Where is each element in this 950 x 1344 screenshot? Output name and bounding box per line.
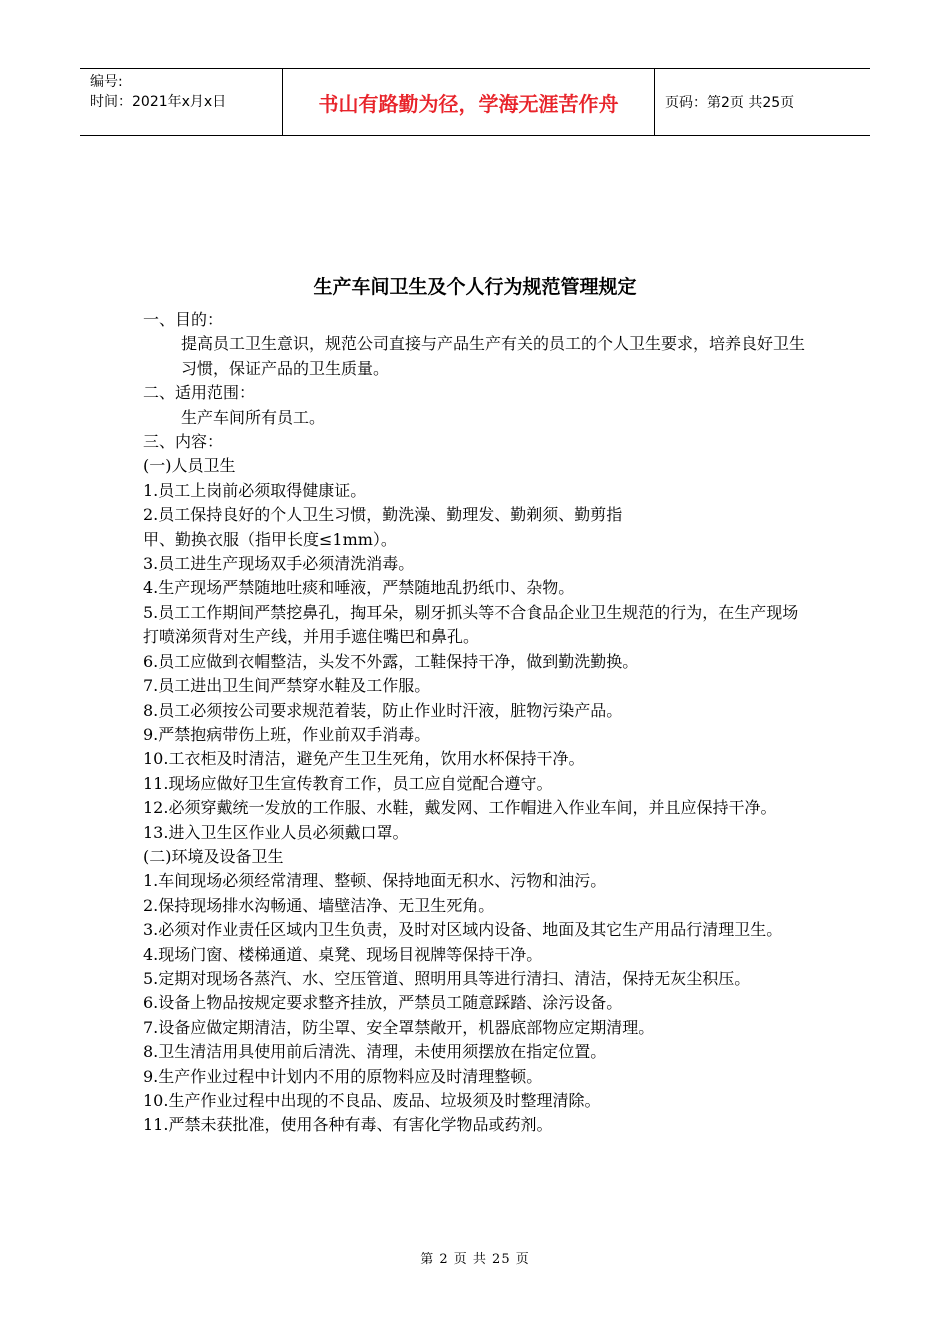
paragraph: 生产车间所有员工。 xyxy=(181,407,326,427)
paragraph: 10.生产作业过程中出现的不良品、废品、垃圾须及时整理清除。 xyxy=(143,1091,601,1110)
paragraph: 9.严禁抱病带伤上班，作业前双手消毒。 xyxy=(143,724,431,744)
paragraph: 11.现场应做好卫生宣传教育工作，员工应自觉配合遵守。 xyxy=(143,773,553,793)
paragraph: 9.生产作业过程中计划内不用的原物料应及时清理整顿。 xyxy=(143,1066,543,1086)
paragraph: 2.员工保持良好的个人卫生习惯，勤洗澡、勤理发、勤剃须、勤剪指 xyxy=(143,505,623,525)
page-header xyxy=(80,68,870,136)
paragraph: 8.员工必须按公司要求规范着装，防止作业时汗液，脏物污染产品。 xyxy=(143,700,623,720)
paragraph: 2.保持现场排水沟畅通、墙壁洁净、无卫生死角。 xyxy=(143,895,495,915)
paragraph: 1.员工上岗前必须取得健康证。 xyxy=(143,480,367,500)
header-page-indicator: 页码：第2页 共25页 xyxy=(665,95,795,111)
paragraph: 11.严禁未获批准，使用各种有毒、有害化学物品或药剂。 xyxy=(143,1115,553,1135)
page-footer: 第 2 页 共 25 页 xyxy=(420,1252,530,1267)
paragraph: 7.设备应做定期清洁，防尘罩、安全罩禁敞开，机器底部物应定期清理。 xyxy=(143,1017,655,1037)
document-title: 生产车间卫生及个人行为规范管理规定 xyxy=(313,276,637,298)
document-body xyxy=(143,308,813,1138)
paragraph: (二)环境及设备卫生 xyxy=(143,846,284,866)
paragraph: 4.现场门窗、楼梯通道、桌凳、现场目视牌等保持干净。 xyxy=(143,944,543,964)
document-number-label: 编号: xyxy=(90,74,123,90)
paragraph: 8.卫生清洁用具使用前后清洗、清理，未使用须摆放在指定位置。 xyxy=(143,1042,607,1062)
paragraph: 7.员工进出卫生间严禁穿水鞋及工作服。 xyxy=(143,676,431,696)
document-time-label: 时间：2021年x月x日 xyxy=(90,94,227,110)
paragraph: 二、适用范围： xyxy=(143,383,256,403)
paragraph: 5.员工工作期间严禁挖鼻孔，掏耳朵，剔牙抓头等不合食品企业卫生规范的行为，在生产现场打喷涕须背对生产线，并用手遮住嘴巴和鼻孔。 xyxy=(143,602,799,647)
paragraph: 6.设备上物品按规定要求整齐挂放，严禁员工随意踩踏、涂污设备。 xyxy=(143,993,623,1013)
paragraph: (一)人员卫生 xyxy=(143,456,236,476)
paragraph: 一、目的： xyxy=(143,310,224,329)
header-motto: 书山有路勤为径，学海无涯苦作舟 xyxy=(283,69,655,135)
paragraph: 4.生产现场严禁随地吐痰和唾液，严禁随地乱扔纸巾、杂物。 xyxy=(143,578,575,598)
paragraph: 3.员工进生产现场双手必须清洗消毒。 xyxy=(143,554,415,574)
paragraph: 提高员工卫生意识，规范公司直接与产品生产有关的员工的个人卫生要求，培养良好卫生习惯，保证产品的卫生质量。 xyxy=(181,334,806,378)
paragraph: 12.必须穿戴统一发放的工作服、水鞋，戴发网、工作帽进入作业车间，并且应保持干净。 xyxy=(143,798,777,818)
paragraph: 10.工衣柜及时清洁，避免产生卫生死角，饮用水杯保持干净。 xyxy=(143,749,585,769)
paragraph: 甲、勤换衣服（指甲长度≤1mm）。 xyxy=(143,529,397,549)
header-meta xyxy=(80,69,283,135)
paragraph: 3.必须对作业责任区域内卫生负责，及时对区域内设备、地面及其它生产用品行清理卫生。 xyxy=(143,920,783,940)
paragraph: 13.进入卫生区作业人员必须戴口罩。 xyxy=(143,822,409,842)
paragraph: 1.车间现场必须经常清理、整顿、保持地面无积水、污物和油污。 xyxy=(143,871,607,891)
paragraph: 6.员工应做到衣帽整洁，头发不外露，工鞋保持干净，做到勤洗勤换。 xyxy=(143,651,639,671)
paragraph: 三、内容： xyxy=(143,432,224,452)
paragraph: 5.定期对现场各蒸汽、水、空压管道、照明用具等进行清扫、清洁，保持无灰尘积压。 xyxy=(143,968,751,988)
